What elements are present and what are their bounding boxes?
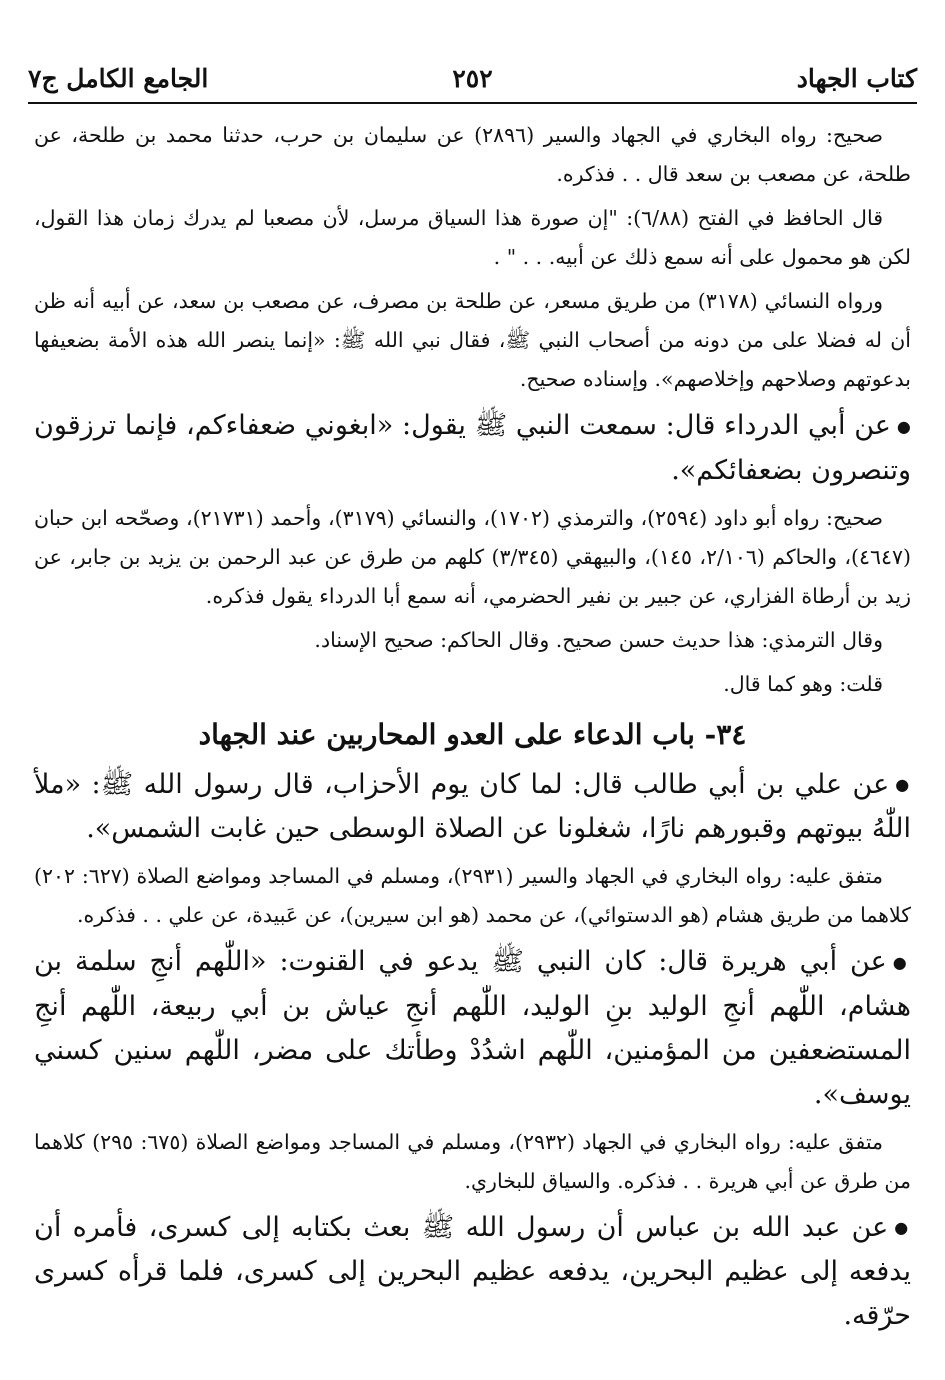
bullet-icon: ● bbox=[892, 952, 912, 972]
hadith-paragraph bbox=[34, 763, 911, 852]
takhrij-note: قلت: وهو كما قال. bbox=[723, 671, 883, 696]
hadith-paragraph bbox=[34, 1206, 911, 1339]
page-number: ٢٥٢ bbox=[452, 64, 493, 93]
takhrij-note: متفق عليه: رواه البخاري في الجهاد (٢٩٣٢)، ومسلم في المساجد ومواضع الصلاة (٦٧٥: ٢٩٥) كلاهما من طرق عن أبي هريرة . . فذكره. والسياق للبخاري. bbox=[34, 1129, 911, 1193]
chapter-heading: ٣٤- باب الدعاء على العدو المحاربين عند الجهاد bbox=[198, 717, 747, 751]
hadith-text: عن أبي الدرداء قال: سمعت النبي ﷺ يقول: «ابغوني ضعفاءكم، فإنما ترزقون وتنصرون بضعفائكم». bbox=[34, 410, 911, 486]
takhrij-note: وقال الترمذي: هذا حديث حسن صحيح. وقال الحاكم: صحيح الإسناد. bbox=[314, 627, 883, 652]
bullet-icon: ● bbox=[894, 1218, 911, 1237]
takhrij-note: ورواه النسائي (٣١٧٨) من طريق مسعر، عن طلحة بن مصرف، عن مصعب بن سعد، عن أبيه أنه ظن أن له فضلا على من دونه من أصحاب النبي ﷺ، فقال نبي الله ﷺ: «إنما ينصر الله هذه الأمة بضعيفها بدعوتهم وصلاحهم وإخلاصهم». وإسناده صحيح. bbox=[34, 289, 911, 391]
takhrij-note: صحيح: رواه أبو داود (٢٥٩٤)، والترمذي (١٧٠٢)، والنسائي (٣١٧٩)، وأحمد (٢١٧٣١)، وصحّحه ابن حبان (٤٦٤٧)، والحاكم (٢/١٠٦، ١٤٥)، والبيهقي (٣/٣٤٥) كلهم من طرق عن عبد الرحمن بن يزيد بن جابر، عن زيد بن أرطاة الفزاري، عن جبير بن نفير الحضرمي، أنه سمع أبا الدرداء يقول فذكره. bbox=[34, 505, 912, 608]
hadith-text: عن عبد الله بن عباس أن رسول الله ﷺ بعث بكتابه إلى كسرى، فأمره أن يدفعه إلى عظيم البحرين، يدفعه عظيم البحرين إلى كسرى، فلما قرأه كسرى حرّقه. bbox=[34, 1211, 911, 1331]
takhrij-note: صحيح: رواه البخاري في الجهاد والسير (٢٨٩٦) عن سليمان بن حرب، حدثنا محمد بن طلحة، عن طلحة، عن مصعب بن سعد قال . . فذكره. bbox=[34, 123, 911, 186]
book-title: كتاب الجهاد bbox=[796, 64, 917, 93]
hadith-text: عن أبي هريرة قال: كان النبي ﷺ يدعو في القنوت: «اللّٰهم أنجِ سلمة بن هشام، اللّٰهم أنجِ الوليد بنِ الوليد، اللّٰهم أنجِ عياش بن أبي ربيعة، اللّٰهم أنجِ المستضعفين من المؤمنين، اللّٰهم اشدُدْ وطأتك على مضر، اللّٰهم سنين كسني يوسف». bbox=[34, 946, 911, 1110]
header-divider bbox=[28, 102, 917, 104]
page-header bbox=[28, 58, 917, 104]
takhrij-note: متفق عليه: رواه البخاري في الجهاد والسير (٢٩٣١)، ومسلم في المساجد ومواضع الصلاة (٦٢٧: ٢٠٢) كلاهما من طريق هشام (هو الدستوائي)، عن محمد (هو ابن سيرين)، عن عَبيدة، عن علي . . فذكره. bbox=[34, 864, 911, 927]
bullet-icon: ● bbox=[896, 416, 912, 436]
hadith-paragraph bbox=[34, 940, 911, 1117]
page-content bbox=[34, 116, 911, 1360]
volume-title: الجامع الكامل ج٧ bbox=[28, 64, 209, 93]
hadith-paragraph bbox=[34, 404, 911, 493]
hadith-text: عن علي بن أبي طالب قال: لما كان يوم الأحزاب، قال رسول الله ﷺ: «ملأ اللّٰهُ بيوتهم وقبورهم نارًا، شغلونا عن الصلاة الوسطى حين غابت الشمس». bbox=[34, 768, 911, 844]
takhrij-note: قال الحافظ في الفتح (٦/٨٨): "إن صورة هذا السياق مرسل، لأن مصعبا لم يدرك زمان هذا القول، لكن هو محمول على أنه سمع ذلك عن أبيه. . . " . bbox=[34, 206, 911, 269]
bullet-icon: ● bbox=[895, 775, 911, 794]
